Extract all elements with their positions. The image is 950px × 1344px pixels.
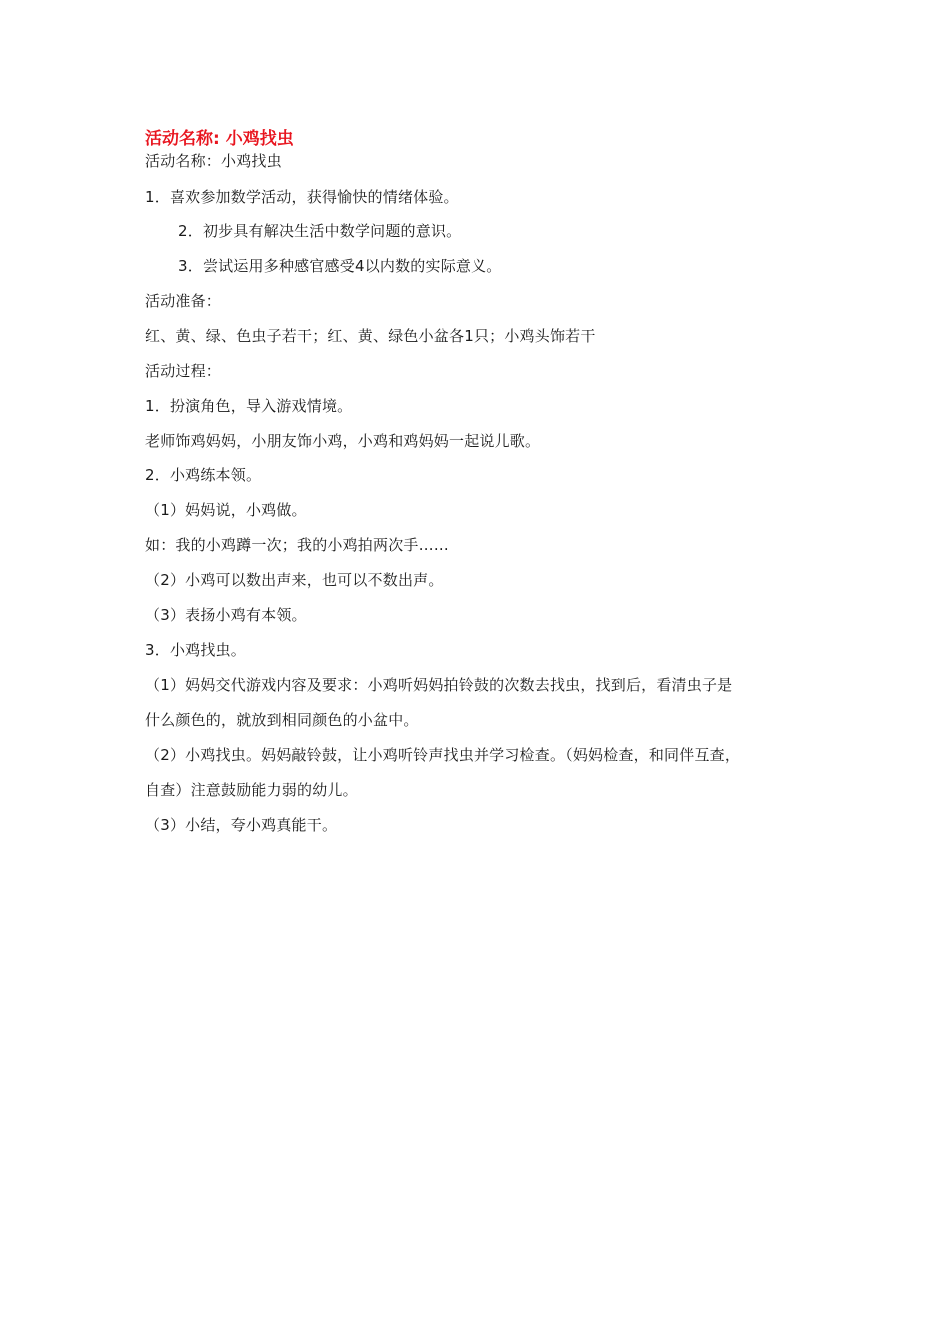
goal-item-1: 1．喜欢参加数学活动，获得愉快的情绪体验。 xyxy=(145,188,459,206)
process-step-2-sub-1: （1）妈妈说，小鸡做。 xyxy=(145,501,307,519)
process-step-3: 3．小鸡找虫。 xyxy=(145,641,246,659)
process-step-2-sub-2: （2）小鸡可以数出声来，也可以不数出声。 xyxy=(145,571,444,589)
process-step-3-sub-1-cont: 什么颜色的，就放到相同颜色的小盆中。 xyxy=(145,711,419,729)
process-heading: 活动过程： xyxy=(145,362,222,380)
goal-item-2: 2．初步具有解决生活中数学问题的意识。 xyxy=(178,222,462,240)
process-step-2-sub-3: （3）表扬小鸡有本领。 xyxy=(145,606,307,624)
process-step-1: 1．扮演角色，导入游戏情境。 xyxy=(145,397,353,415)
preparation-text: 红、黄、绿、色虫子若干；红、黄、绿色小盆各1只；小鸡头饰若干 xyxy=(145,327,596,345)
process-step-2-example: 如：我的小鸡蹲一次；我的小鸡拍两次手…… xyxy=(145,536,450,554)
process-step-3-sub-3: （3）小结，夸小鸡真能干。 xyxy=(145,816,338,834)
process-step-3-sub-2-cont: 自查）注意鼓励能力弱的幼儿。 xyxy=(145,781,358,799)
process-step-3-sub-1: （1）妈妈交代游戏内容及要求：小鸡听妈妈拍铃鼓的次数去找虫，找到后，看清虫子是 xyxy=(145,676,733,694)
process-step-1-text: 老师饰鸡妈妈，小朋友饰小鸡，小鸡和鸡妈妈一起说儿歌。 xyxy=(145,432,541,450)
process-step-3-sub-2: （2）小鸡找虫。妈妈敲铃鼓，让小鸡听铃声找虫并学习检查。（妈妈检查，和同伴互查， xyxy=(145,746,741,764)
document-title: 活动名称: 小鸡找虫 xyxy=(145,129,294,149)
activity-name-line: 活动名称：小鸡找虫 xyxy=(145,152,282,170)
goal-item-3: 3．尝试运用多种感官感受4以内数的实际意义。 xyxy=(178,257,502,275)
preparation-heading: 活动准备： xyxy=(145,292,222,310)
process-step-2: 2．小鸡练本领。 xyxy=(145,466,262,484)
